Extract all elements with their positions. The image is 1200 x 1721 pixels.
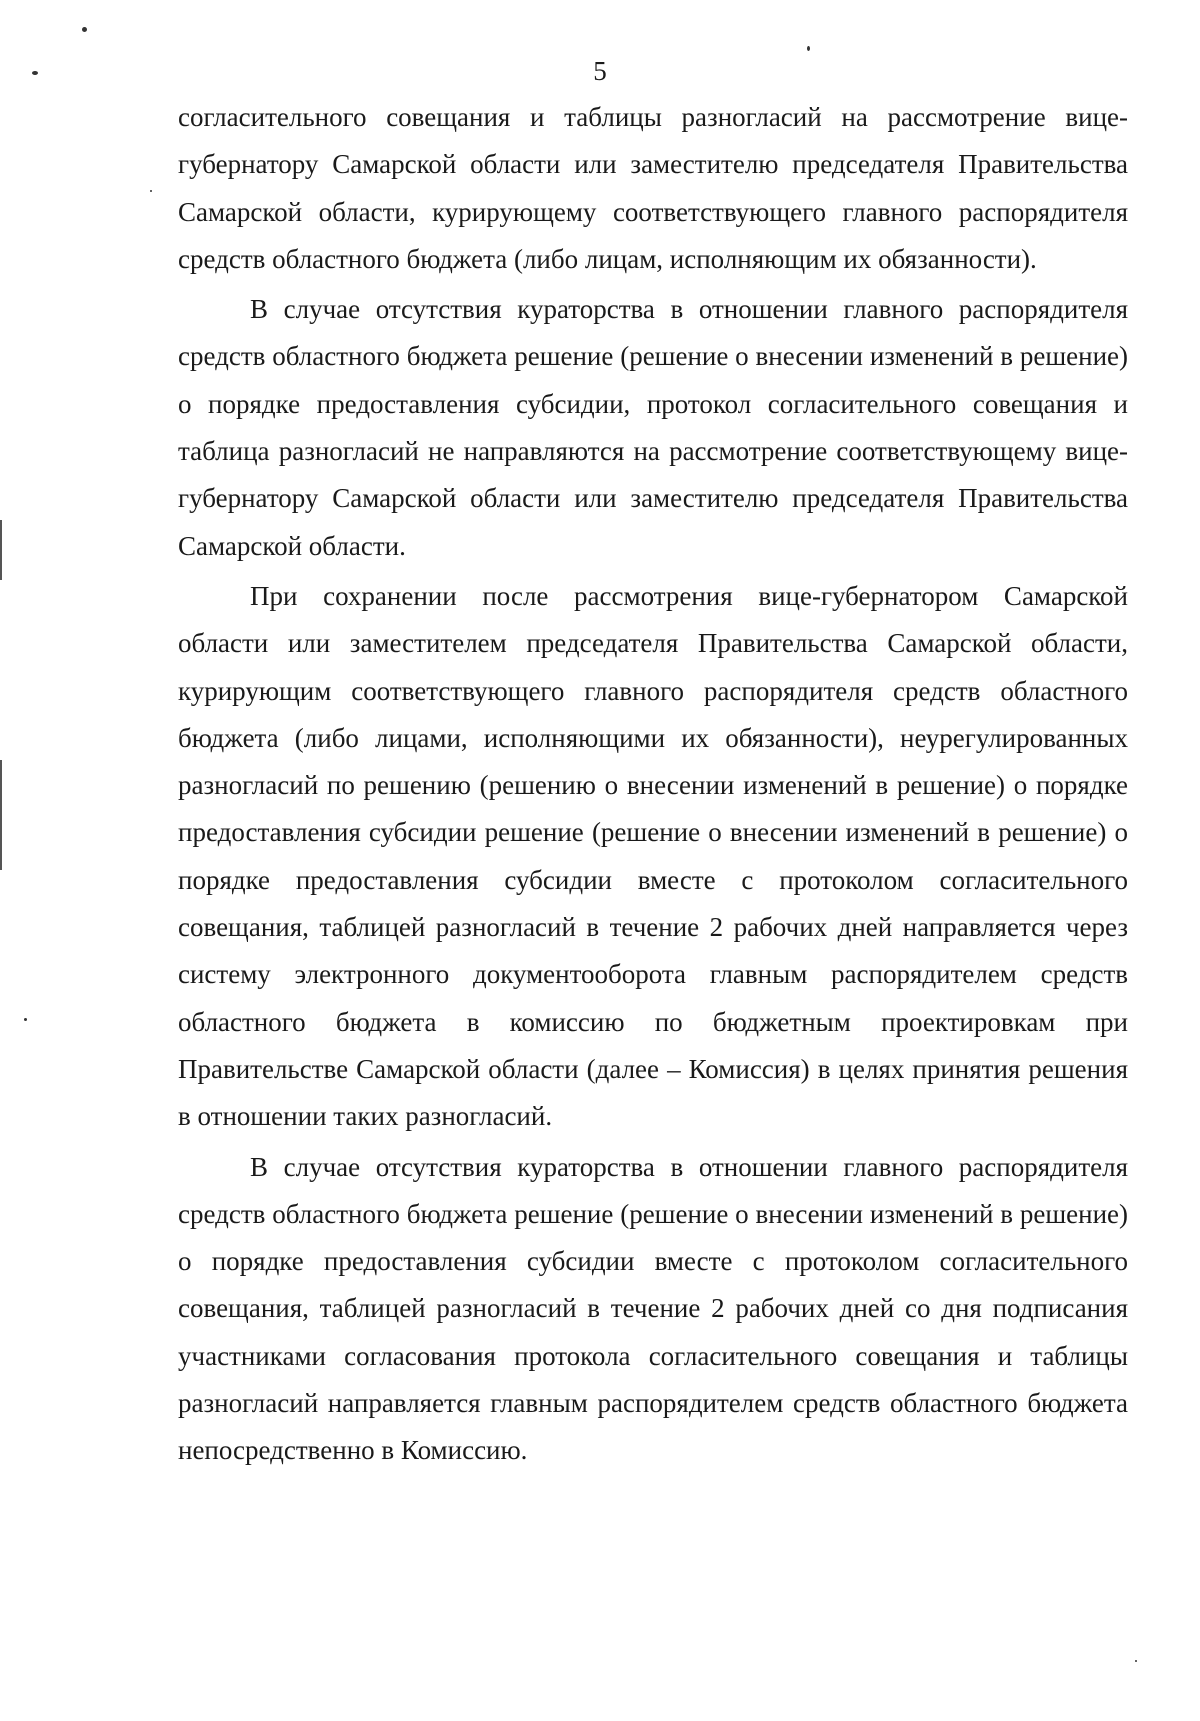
scan-speck bbox=[1135, 1660, 1137, 1662]
paragraph-1: согласительного совещания и таблицы разногласий на рассмотрение вице-губернатору Самарской области или заместителю председателя Правительства Самарской области, курирующему соответствующего главного распорядителя средств областного бюджета (либо лицам, исполняющим их обязанности). bbox=[178, 102, 1128, 274]
scan-edge-mark bbox=[0, 520, 2, 580]
scan-speck bbox=[24, 1018, 27, 1021]
scan-speck bbox=[807, 46, 810, 51]
scan-edge-mark bbox=[0, 760, 2, 870]
paragraph-2: В случае отсутствия кураторства в отношении главного распорядителя средств областного бюджета решение (решение о внесении изменений в решение) о порядке предоставления субсидии, протокол согласительного совещания и таблица разногласий не направляются на рассмотрение соответствующему вице-губернатору Самарской области или заместителю председателя Правительства Самарской области. bbox=[178, 294, 1128, 561]
paragraph-3: При сохранении после рассмотрения вице-губернатором Самарской области или заместителем председателя Правительства Самарской области, курирующим соответствующего главного распорядителя средств областного бюджета (либо лицами, исполняющими их обязанности), неурегулированных разногласий по решению (решению о внесении изменений в решение) о порядке предоставления субсидии решение (решение о внесении изменений в решение) о порядке предоставления субсидии вместе с протоколом согласительного совещания, таблицей разногласий в течение 2 рабочих дней направляется через систему электронного документооборота главным распорядителем средств областного бюджета в комиссию по бюджетным проектировкам при Правительстве Самарской области (далее – Комиссия) в целях принятия решения в отношении таких разногласий. bbox=[178, 580, 1128, 1132]
document-body bbox=[178, 94, 1128, 1478]
scan-speck bbox=[82, 27, 87, 32]
scan-speck bbox=[150, 190, 152, 192]
scan-speck bbox=[32, 71, 38, 75]
paragraph-4: В случае отсутствия кураторства в отношении главного распорядителя средств областного бюджета решение (решение о внесении изменений в решение) о порядке предоставления субсидии вместе с протоколом согласительного совещания, таблицей разногласий в течение 2 рабочих дней со дня подписания участниками согласования протокола согласительного совещания и таблицы разногласий направляется главным распорядителем средств областного бюджета непосредственно в Комиссию. bbox=[178, 1151, 1128, 1466]
page-number: 5 bbox=[593, 56, 607, 86]
